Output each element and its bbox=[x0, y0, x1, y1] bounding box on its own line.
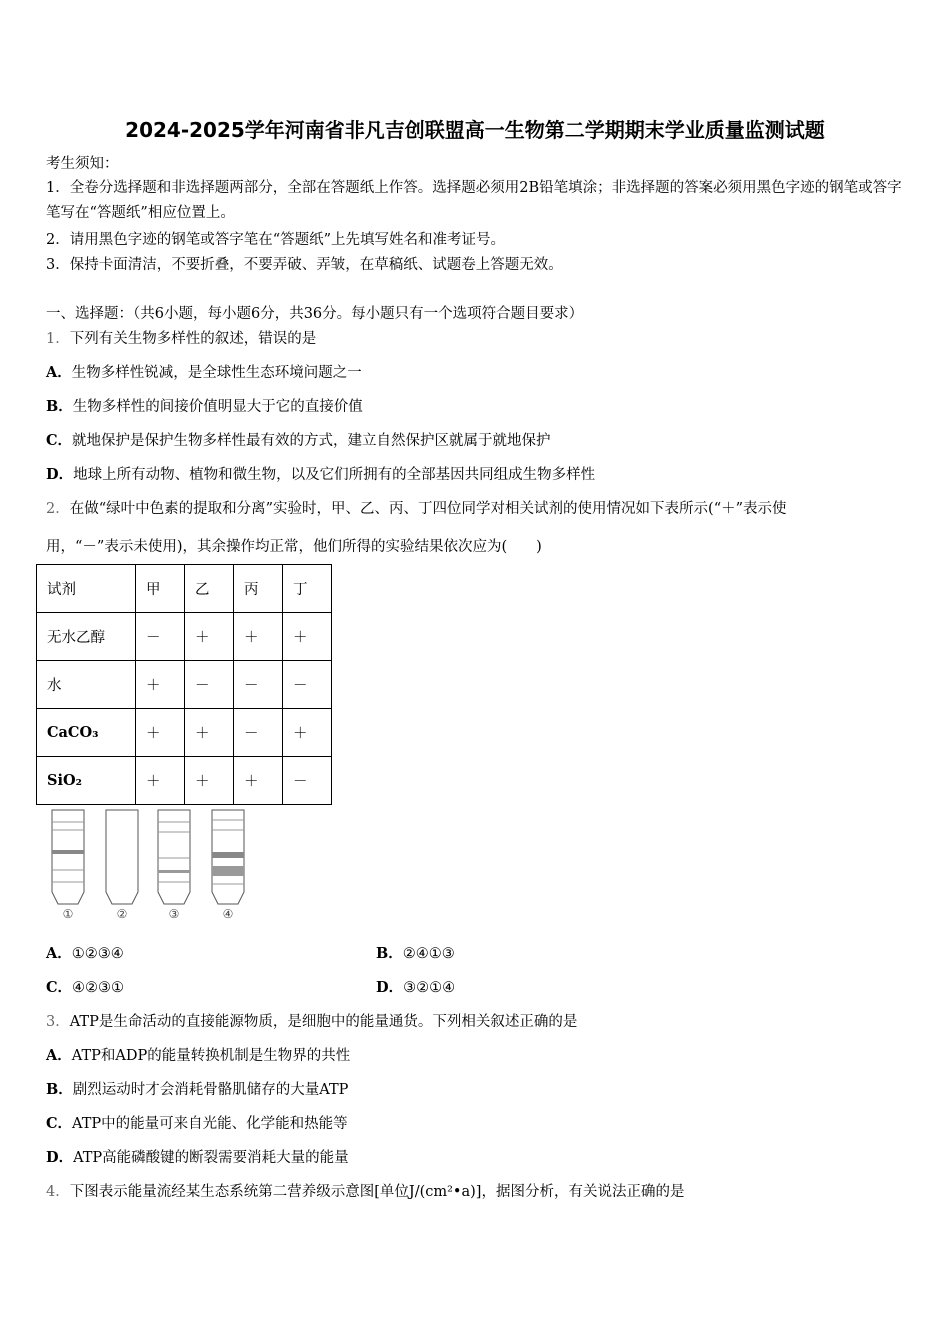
table-cell: ＋ bbox=[283, 709, 332, 757]
table-cell: 无水乙醇 bbox=[37, 613, 136, 661]
page-title: 2024-2025学年河南省非凡吉创联盟高一生物第二学期期末学业质量监测试题 bbox=[125, 118, 825, 142]
table-cell: ＋ bbox=[185, 709, 234, 757]
table-cell: － bbox=[234, 709, 283, 757]
notice-item-2: 2．请用黑色字迹的钢笔或答字笔在“答题纸”上先填写姓名和准考证号。 bbox=[46, 232, 506, 248]
q1-option-d[interactable]: D．地球上所有动物、植物和微生物，以及它们所拥有的全部基因共同组成生物多样性 bbox=[46, 466, 596, 483]
strip-label-4: ④ bbox=[222, 907, 234, 921]
q1-option-b[interactable]: B．生物多样性的间接价值明显大于它的直接价值 bbox=[46, 398, 363, 415]
question-3 bbox=[46, 1010, 577, 1031]
table-cell: － bbox=[283, 661, 332, 709]
question-stem: 下图表示能量流经某生态系统第二营养级示意图[单位J/(cm²•a)]，据图分析，有关说法正确的是 bbox=[69, 1184, 685, 1200]
q3-option-a[interactable]: A．ATP和ADP的能量转换机制是生物界的共性 bbox=[46, 1047, 351, 1064]
question-stem-line1: 在做“绿叶中色素的提取和分离”实验时，甲、乙、丙、丁四位同学对相关试剂的使用情况如下表所示(“＋”表示使 bbox=[69, 501, 787, 517]
strip-label-2: ② bbox=[116, 907, 128, 921]
reagent-table bbox=[36, 564, 332, 805]
question-2-line2: 用，“－”表示未使用)，其余操作均正常，他们所得的实验结果依次应为( ) bbox=[46, 539, 542, 555]
question-number: 4． bbox=[46, 1184, 70, 1200]
table-row bbox=[37, 757, 332, 805]
table-cell: － bbox=[185, 661, 234, 709]
table-cell: ＋ bbox=[283, 613, 332, 661]
table-cell: － bbox=[283, 757, 332, 805]
strip-4 bbox=[212, 810, 244, 904]
table-cell: 试剂 bbox=[37, 565, 136, 613]
q1-option-a[interactable]: A．生物多样性锐减，是全球性生态环境问题之一 bbox=[46, 364, 362, 381]
table-cell: 丁 bbox=[283, 565, 332, 613]
q3-option-d[interactable]: D．ATP高能磷酸键的断裂需要消耗大量的能量 bbox=[46, 1149, 349, 1166]
question-2 bbox=[46, 497, 787, 518]
table-cell: ＋ bbox=[185, 613, 234, 661]
question-number: 2． bbox=[46, 501, 70, 517]
table-cell: ＋ bbox=[185, 757, 234, 805]
question-4 bbox=[46, 1180, 684, 1201]
strip-label-3: ③ bbox=[168, 907, 180, 921]
section-heading: 一、选择题：（共6小题，每小题6分，共36分。每小题只有一个选项符合题目要求） bbox=[46, 306, 584, 322]
table-cell: － bbox=[234, 661, 283, 709]
question-number: 1． bbox=[46, 331, 70, 347]
table-cell: ＋ bbox=[136, 757, 185, 805]
strip-3 bbox=[158, 810, 190, 904]
q2-option-a[interactable]: A．①②③④ bbox=[46, 945, 124, 962]
table-cell: 水 bbox=[37, 661, 136, 709]
notice-item-1: 1．全卷分选择题和非选择题两部分，全部在答题纸上作答。选择题必须用2B铅笔填涂；非选择题的答案必须用黑色字迹的钢笔或答字笔写在“答题纸”相应位置上。 bbox=[46, 180, 902, 221]
table-row bbox=[37, 613, 332, 661]
table-cell: ＋ bbox=[234, 757, 283, 805]
strip-2 bbox=[106, 810, 138, 904]
question-stem: ATP是生命活动的直接能源物质，是细胞中的能量通货。下列相关叙述正确的是 bbox=[69, 1014, 578, 1030]
table-cell: － bbox=[136, 613, 185, 661]
table-cell: ＋ bbox=[136, 709, 185, 757]
table-cell: 丙 bbox=[234, 565, 283, 613]
table-cell: CaCO₃ bbox=[37, 709, 136, 757]
strip-1 bbox=[52, 810, 84, 904]
question-number: 3． bbox=[46, 1014, 70, 1030]
q1-option-c[interactable]: C．就地保护是保护生物多样性最有效的方式，建立自然保护区就属于就地保护 bbox=[46, 432, 551, 449]
table-row bbox=[37, 709, 332, 757]
table-header-row bbox=[37, 565, 332, 613]
notice-heading: 考生须知： bbox=[46, 156, 119, 172]
q3-option-c[interactable]: C．ATP中的能量可来自光能、化学能和热能等 bbox=[46, 1115, 348, 1132]
question-stem: 下列有关生物多样性的叙述，错误的是 bbox=[69, 331, 317, 347]
q2-option-c[interactable]: C．④②③① bbox=[46, 979, 125, 996]
question-1 bbox=[46, 327, 316, 348]
notice-item-3: 3．保持卡面清洁，不要折叠，不要弄破、弄皱，在草稿纸、试题卷上答题无效。 bbox=[46, 257, 563, 273]
q2-option-b[interactable]: B．②④①③ bbox=[376, 945, 455, 962]
q2-option-d[interactable]: D．③②①④ bbox=[376, 979, 456, 996]
strip-label-1: ① bbox=[62, 907, 74, 921]
chromatography-strips-figure bbox=[50, 808, 260, 924]
table-cell: ＋ bbox=[136, 661, 185, 709]
table-cell: 乙 bbox=[185, 565, 234, 613]
table-cell: ＋ bbox=[234, 613, 283, 661]
table-row bbox=[37, 661, 332, 709]
q3-option-b[interactable]: B．剧烈运动时才会消耗骨骼肌储存的大量ATP bbox=[46, 1081, 349, 1098]
table-cell: SiO₂ bbox=[37, 757, 136, 805]
table-cell: 甲 bbox=[136, 565, 185, 613]
